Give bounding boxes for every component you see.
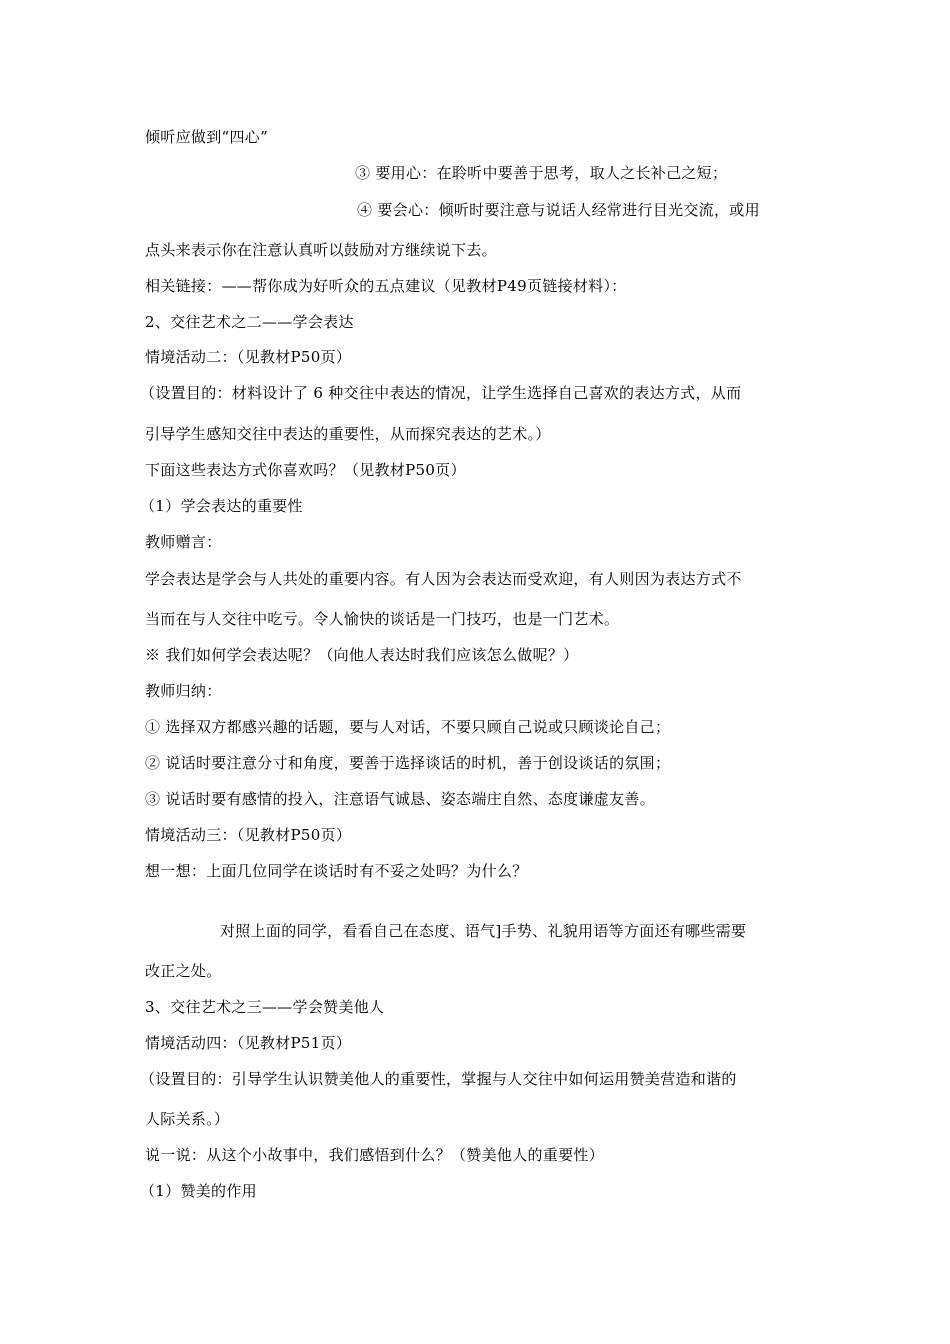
list-item: ④ 要会心：倾听时要注意与说话人经常进行目光交流，或用: [357, 201, 760, 219]
heading-four-hearts: 倾听应做到“四心”: [145, 128, 269, 146]
paragraph-line: 下面这些表达方式你喜欢吗？（见教材P50页）: [145, 461, 466, 479]
subsection-heading: （1）赞美的作用: [140, 1182, 257, 1200]
question-line: 想一想：上面几位同学在谈话时有不妥之处吗？为什么？: [145, 862, 528, 880]
list-item: ③ 要用心：在聆听中要善于思考，取人之长补己之短；: [355, 164, 728, 182]
subsection-heading: （1）学会表达的重要性: [140, 497, 303, 515]
activity-label: 情境活动三：（见教材P50页）: [145, 826, 352, 844]
activity-label: 情境活动四：（见教材P51页）: [145, 1034, 352, 1052]
paragraph-line: 点头来表示你在注意认真听以鼓励对方继续说下去。: [145, 241, 497, 259]
label-line: 教师赠言：: [145, 533, 222, 551]
list-item: ② 说话时要注意分寸和角度，要善于选择谈话的时机，善于创设谈话的氛围；: [145, 754, 671, 772]
paragraph-line: 改正之处。: [145, 962, 222, 980]
section-heading: 2、交往艺术之二——学会表达: [145, 313, 354, 331]
label-line: 教师归纳：: [145, 682, 222, 700]
paragraph-line: （设置目的：材料设计了 6 种交往中表达的情况，让学生选择自己喜欢的表达方式，从而: [140, 384, 742, 402]
section-heading: 3、交往艺术之三——学会赞美他人: [145, 998, 385, 1016]
paragraph-line: 引导学生感知交往中表达的重要性，从而探究表达的艺术。）: [145, 425, 551, 443]
paragraph-line: 说一说：从这个小故事中，我们感悟到什么？（赞美他人的重要性）: [145, 1146, 605, 1164]
list-item: ① 选择双方都感兴趣的话题，要与人对话，不要只顾自己说或只顾谈论自己；: [145, 718, 671, 736]
paragraph-line: 对照上面的同学，看看自己在态度、语气]手势、礼貌用语等方面还有哪些需要: [220, 922, 747, 940]
question-line: ※ 我们如何学会表达呢？（向他人表达时我们应该怎么做呢？）: [145, 646, 579, 664]
paragraph-line: （设置目的：引导学生认识赞美他人的重要性，掌握与人交往中如何运用赞美营造和谐的: [140, 1070, 737, 1088]
paragraph-line: 人际关系。）: [145, 1110, 230, 1128]
list-item: ③ 说话时要有感情的投入，注意语气诚恳、姿态端庄自然、态度谦虚友善。: [145, 790, 655, 808]
activity-label: 情境活动二：（见教材P50页）: [145, 348, 352, 366]
related-link-line: 相关链接：——帮你成为好听众的五点建议（见教材P49页链接材料）：: [145, 277, 627, 295]
paragraph-line: 当而在与人交往中吃亏。令人愉快的谈话是一门技巧，也是一门艺术。: [145, 610, 620, 628]
paragraph-line: 学会表达是学会与人共处的重要内容。有人因为会表达而受欢迎，有人则因为表达方式不: [145, 570, 742, 588]
